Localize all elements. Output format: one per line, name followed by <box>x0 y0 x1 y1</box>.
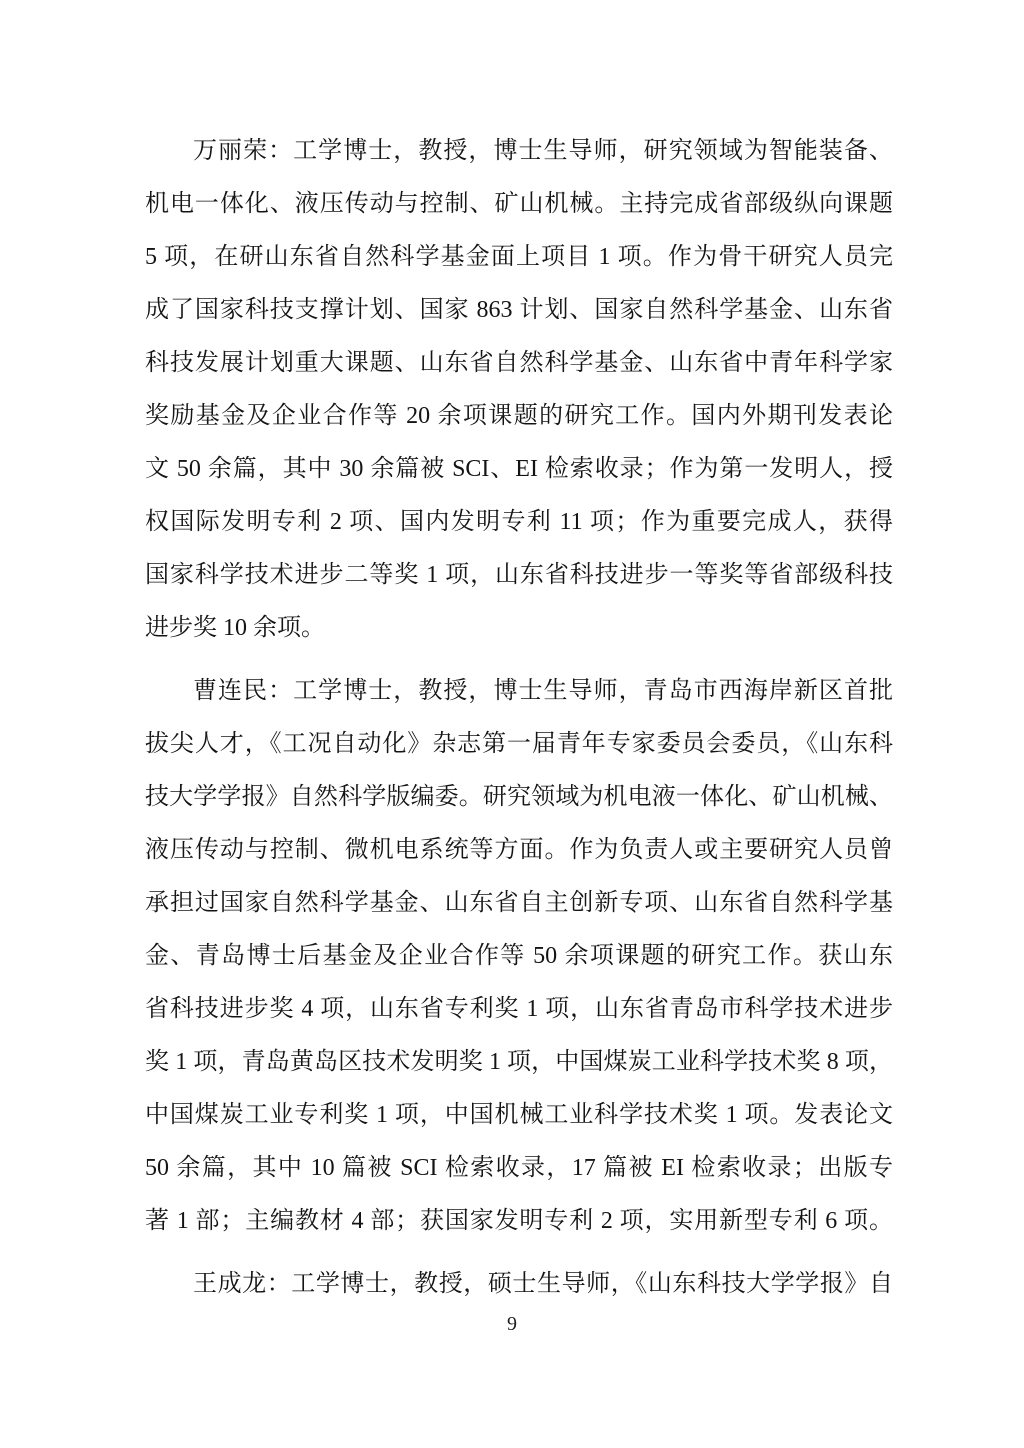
text-line: 曹连民：工学博士，教授，博士生导师，青岛市西海岸新区首批 <box>193 678 893 704</box>
text-line: 中国煤炭工业专利奖 1 项，中国机械工业科学技术奖 1 项。发表论文 <box>145 1102 893 1128</box>
text-line: 万丽荣：工学博士，教授，博士生导师，研究领域为智能装备、 <box>193 138 893 164</box>
text-line: 50 余篇，其中 10 篇被 SCI 检索收录，17 篇被 EI 检索收录；出版专 <box>145 1155 893 1181</box>
text-line: 成了国家科技支撑计划、国家 863 计划、国家自然科学基金、山东省 <box>145 297 893 323</box>
text-line: 权国际发明专利 2 项、国内发明专利 11 项；作为重要完成人，获得 <box>145 509 893 535</box>
bio-cao-lianmin <box>145 665 893 1248</box>
text-line: 技大学学报》自然科学版编委。研究领域为机电液一体化、矿山机械、 <box>145 784 893 810</box>
text-line: 进步奖 10 余项。 <box>145 615 325 641</box>
text-line: 拔尖人才，《工况自动化》杂志第一届青年专家委员会委员，《山东科 <box>145 731 893 757</box>
text-line: 奖励基金及企业合作等 20 余项课题的研究工作。国内外期刊发表论 <box>145 403 893 429</box>
page-number: 9 <box>507 1313 517 1335</box>
text-line: 文 50 余篇，其中 30 余篇被 SCI、EI 检索收录；作为第一发明人，授 <box>145 456 893 482</box>
text-line: 著 1 部；主编教材 4 部；获国家发明专利 2 项，实用新型专利 6 项。 <box>145 1208 893 1234</box>
text-line: 金、青岛博士后基金及企业合作等 50 余项课题的研究工作。获山东 <box>145 943 893 969</box>
text-line: 奖 1 项，青岛黄岛区技术发明奖 1 项，中国煤炭工业科学技术奖 8 项， <box>145 1049 893 1075</box>
text-line: 科技发展计划重大课题、山东省自然科学基金、山东省中青年科学家 <box>145 350 893 376</box>
text-line: 省科技进步奖 4 项，山东省专利奖 1 项，山东省青岛市科学技术进步 <box>145 996 893 1022</box>
text-line: 国家科学技术进步二等奖 1 项，山东省科技进步一等奖等省部级科技 <box>145 562 893 588</box>
text-line: 5 项，在研山东省自然科学基金面上项目 1 项。作为骨干研究人员完 <box>145 244 893 270</box>
bio-wan-lirong <box>145 125 893 655</box>
bio-wang-chenglong <box>145 1258 893 1311</box>
text-line: 液压传动与控制、微机电系统等方面。作为负责人或主要研究人员曾 <box>145 837 893 863</box>
text-line: 机电一体化、液压传动与控制、矿山机械。主持完成省部级纵向课题 <box>145 191 893 217</box>
document-body <box>145 125 893 1311</box>
text-line: 承担过国家自然科学基金、山东省自主创新专项、山东省自然科学基 <box>145 890 893 916</box>
text-line: 王成龙：工学博士，教授，硕士生导师，《山东科技大学学报》自 <box>193 1271 893 1297</box>
